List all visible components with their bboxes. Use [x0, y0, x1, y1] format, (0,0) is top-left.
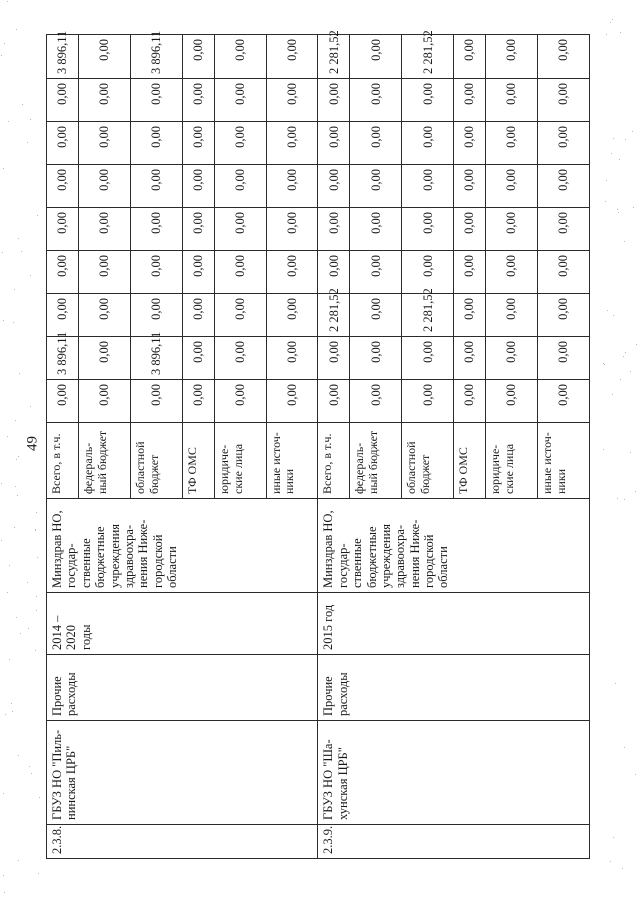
scan-speck: [20, 633, 21, 634]
amount-cell: 0,00: [266, 380, 318, 423]
amount-cell: 0,00: [47, 251, 79, 294]
scan-speck: [35, 650, 36, 651]
amount-cell: 0,00: [79, 165, 131, 208]
amount-cell: 0,00: [454, 35, 486, 79]
funding-source-cell: ТФ ОМС: [182, 423, 214, 499]
amount-cell: 0,00: [130, 79, 182, 122]
scan-speck: [622, 868, 623, 869]
amount-cell: 0,00: [130, 251, 182, 294]
row-number-cell: 2.3.8.: [47, 825, 318, 859]
amount-cell: 0,00: [538, 380, 590, 423]
amount-cell: 0,00: [130, 122, 182, 165]
scan-speck: [16, 617, 17, 618]
amount-cell: 0,00: [318, 165, 350, 208]
scan-speck: [31, 773, 32, 774]
amount-cell: 0,00: [402, 79, 454, 122]
funding-source-cell: областной бюджет: [402, 423, 454, 499]
amount-cell: 0,00: [486, 165, 538, 208]
scan-speck: [625, 139, 626, 140]
amount-cell: 0,00: [350, 122, 402, 165]
scan-speck: [623, 356, 624, 357]
amount-cell: 2 281,52: [318, 35, 350, 79]
expense-type-cell: Прочие расходы: [47, 655, 318, 721]
scan-speck: [15, 486, 16, 487]
scan-speck: [1, 540, 2, 541]
amount-cell: 0,00: [182, 35, 214, 79]
amount-cell: 0,00: [454, 380, 486, 423]
scan-speck: [630, 371, 631, 372]
scan-speck: [37, 557, 38, 558]
amount-cell: 2 281,52: [318, 294, 350, 337]
funding-source-cell: иные источ-ники: [538, 423, 590, 499]
scan-speck: [14, 527, 15, 528]
amount-cell: 0,00: [318, 251, 350, 294]
scan-speck: [30, 275, 31, 276]
period-cell: 2015 год: [318, 593, 590, 655]
amount-cell: 0,00: [402, 165, 454, 208]
scan-speck: [613, 138, 614, 139]
executor-cell: Минздрав НО, государ-ственные бюджетные учреждения здравоохра-нения Ниже-городской области: [318, 499, 590, 593]
page-number: 49: [24, 436, 41, 451]
scan-speck: [620, 32, 621, 33]
scan-speck: [29, 766, 30, 767]
amount-cell: 0,00: [182, 294, 214, 337]
amount-cell: 0,00: [454, 122, 486, 165]
amount-cell: 2 281,52: [402, 35, 454, 79]
scan-speck: [17, 495, 18, 496]
expense-type-cell: Прочие расходы: [318, 655, 590, 721]
amount-cell: 0,00: [486, 79, 538, 122]
table-row: [318, 35, 350, 859]
scan-speck: [19, 373, 20, 374]
amount-cell: 0,00: [350, 79, 402, 122]
amount-cell: 0,00: [350, 251, 402, 294]
amount-cell: 0,00: [318, 380, 350, 423]
scan-speck: [606, 180, 607, 181]
amount-cell: 0,00: [266, 165, 318, 208]
amount-cell: 3 896,11: [130, 35, 182, 79]
amount-cell: 0,00: [266, 337, 318, 380]
scan-speck: [605, 201, 606, 202]
scan-speck: [612, 394, 613, 395]
scan-speck: [7, 592, 8, 593]
scan-speck: [12, 711, 13, 712]
scan-speck: [613, 315, 614, 316]
amount-cell: 0,00: [214, 35, 266, 79]
amount-cell: 0,00: [182, 165, 214, 208]
amount-cell: 0,00: [538, 122, 590, 165]
scan-speck: [18, 238, 19, 239]
amount-cell: 0,00: [214, 79, 266, 122]
scan-speck: [3, 320, 4, 321]
scan-speck: [7, 1, 8, 2]
amount-cell: 0,00: [47, 165, 79, 208]
scan-speck: [11, 703, 12, 704]
amount-cell: 0,00: [182, 79, 214, 122]
amount-cell: 0,00: [130, 380, 182, 423]
scan-speck: [617, 209, 618, 210]
rotated-table-wrapper: [46, 30, 590, 859]
scan-speck: [613, 837, 614, 838]
scan-speck: [36, 596, 37, 597]
amount-cell: 0,00: [454, 79, 486, 122]
scan-speck: [3, 793, 4, 794]
scan-speck: [607, 310, 608, 311]
amount-cell: 0,00: [130, 165, 182, 208]
amount-cell: 0,00: [79, 208, 131, 251]
amount-cell: 3 896,11: [47, 337, 79, 380]
scan-speck: [38, 873, 39, 874]
scan-speck: [18, 456, 19, 457]
executor-cell: Минздрав НО, государ-ственные бюджетные учреждения здравоохра-нения Ниже-городской области: [47, 499, 318, 593]
amount-cell: 0,00: [47, 380, 79, 423]
row-number-cell: 2.3.9.: [318, 825, 590, 859]
amount-cell: 0,00: [79, 337, 131, 380]
amount-cell: 0,00: [47, 208, 79, 251]
scan-speck: [619, 159, 620, 160]
scan-speck: [620, 379, 621, 380]
scan-speck: [2, 252, 3, 253]
scan-speck: [624, 747, 625, 748]
financing-table: [46, 30, 590, 859]
amount-cell: 0,00: [214, 294, 266, 337]
organization-cell: ГБУЗ НО "Пиль-нинская ЦРБ": [47, 721, 318, 825]
scan-speck: [617, 498, 618, 499]
amount-cell: 0,00: [486, 251, 538, 294]
scan-speck: [1, 483, 2, 484]
scan-speck: [4, 892, 5, 893]
amount-cell: 0,00: [350, 294, 402, 337]
funding-source-cell: иные источ-ники: [266, 423, 318, 499]
funding-source-cell: федераль-ный бюджет: [79, 423, 131, 499]
scan-speck: [9, 565, 10, 566]
amount-cell: 0,00: [486, 122, 538, 165]
amount-cell: 0,00: [538, 208, 590, 251]
amount-cell: 0,00: [402, 208, 454, 251]
scan-speck: [35, 530, 36, 531]
funding-source-cell: Всего, в т.ч.: [47, 423, 79, 499]
amount-cell: 0,00: [402, 122, 454, 165]
amount-cell: 0,00: [318, 208, 350, 251]
scan-speck: [16, 29, 17, 30]
amount-cell: 0,00: [47, 294, 79, 337]
scan-speck: [635, 774, 636, 775]
scan-speck: [3, 875, 4, 876]
amount-cell: 0,00: [486, 35, 538, 79]
amount-cell: 0,00: [486, 208, 538, 251]
scan-speck: [14, 289, 15, 290]
amount-cell: 0,00: [538, 294, 590, 337]
amount-cell: 0,00: [454, 251, 486, 294]
amount-cell: 0,00: [486, 380, 538, 423]
scan-speck: [1, 55, 2, 56]
funding-source-cell: юридиче-ские лица: [486, 423, 538, 499]
amount-cell: 0,00: [214, 251, 266, 294]
amount-cell: 0,00: [486, 294, 538, 337]
amount-cell: 0,00: [538, 251, 590, 294]
amount-cell: 0,00: [402, 380, 454, 423]
scan-speck: [612, 19, 613, 20]
amount-cell: 0,00: [486, 337, 538, 380]
amount-cell: 0,00: [538, 79, 590, 122]
scan-speck: [36, 610, 37, 611]
amount-cell: 0,00: [538, 35, 590, 79]
scan-speck: [9, 659, 10, 660]
amount-cell: 0,00: [318, 337, 350, 380]
amount-cell: 0,00: [266, 35, 318, 79]
scan-speck: [36, 512, 37, 513]
scan-speck: [22, 104, 23, 105]
amount-cell: 0,00: [454, 337, 486, 380]
scan-speck: [624, 499, 625, 500]
period-cell: 2014 – 2020 годы: [47, 593, 318, 655]
amount-cell: 0,00: [214, 208, 266, 251]
scan-speck: [603, 449, 604, 450]
amount-cell: 0,00: [350, 165, 402, 208]
amount-cell: 0,00: [454, 208, 486, 251]
scan-speck: [30, 119, 31, 120]
amount-cell: 0,00: [266, 208, 318, 251]
funding-source-cell: ТФ ОМС: [454, 423, 486, 499]
scan-speck: [3, 168, 4, 169]
funding-source-cell: Всего, в т.ч.: [318, 423, 350, 499]
amount-cell: 0,00: [79, 294, 131, 337]
amount-cell: 0,00: [79, 380, 131, 423]
amount-cell: 0,00: [538, 165, 590, 208]
amount-cell: 0,00: [130, 294, 182, 337]
amount-cell: 0,00: [350, 208, 402, 251]
scan-speck: [618, 212, 619, 213]
amount-cell: 0,00: [266, 251, 318, 294]
scan-speck: [624, 241, 625, 242]
amount-cell: 0,00: [182, 380, 214, 423]
scan-speck: [18, 860, 19, 861]
amount-cell: 0,00: [402, 337, 454, 380]
amount-cell: 0,00: [214, 122, 266, 165]
table-row: [47, 35, 79, 859]
amount-cell: 0,00: [182, 122, 214, 165]
amount-cell: 0,00: [350, 380, 402, 423]
scan-speck: [8, 121, 9, 122]
amount-cell: 0,00: [79, 251, 131, 294]
scan-speck: [610, 22, 611, 23]
amount-cell: 0,00: [350, 35, 402, 79]
organization-cell: ГБУЗ НО "Ша-хунская ЦРБ": [318, 721, 590, 825]
scan-speck: [39, 797, 40, 798]
scan-speck: [35, 529, 36, 530]
amount-cell: 0,00: [214, 337, 266, 380]
scan-speck: [28, 628, 29, 629]
amount-cell: 0,00: [79, 122, 131, 165]
amount-cell: 0,00: [214, 165, 266, 208]
amount-cell: 0,00: [182, 337, 214, 380]
scan-speck: [615, 683, 616, 684]
funding-source-cell: юридиче-ские лица: [214, 423, 266, 499]
scan-speck: [27, 582, 28, 583]
scan-speck: [636, 344, 637, 345]
scan-speck: [27, 142, 28, 143]
funding-source-cell: областной бюджет: [130, 423, 182, 499]
scan-speck: [632, 131, 633, 132]
amount-cell: 0,00: [454, 294, 486, 337]
scan-speck: [604, 364, 605, 365]
amount-cell: 0,00: [318, 79, 350, 122]
amount-cell: 0,00: [266, 294, 318, 337]
scan-speck: [5, 714, 6, 715]
table-body: [47, 30, 590, 859]
scan-speck: [611, 153, 612, 154]
scan-speck: [630, 452, 631, 453]
amount-cell: 0,00: [79, 79, 131, 122]
amount-cell: 0,00: [318, 122, 350, 165]
amount-cell: 0,00: [266, 122, 318, 165]
amount-cell: 0,00: [47, 79, 79, 122]
scan-speck: [21, 251, 22, 252]
scan-speck: [610, 861, 611, 862]
scan-speck: [633, 207, 634, 208]
scan-speck: [15, 420, 16, 421]
funding-source-cell: федераль-ный бюджет: [350, 423, 402, 499]
scan-speck: [16, 459, 17, 460]
scan-speck: [13, 322, 14, 323]
amount-cell: 0,00: [182, 251, 214, 294]
scan-speck: [635, 491, 636, 492]
scan-speck: [37, 215, 38, 216]
scan-speck: [30, 406, 31, 407]
amount-cell: 2 281,52: [402, 294, 454, 337]
amount-cell: 0,00: [266, 79, 318, 122]
scan-speck: [625, 352, 626, 353]
amount-cell: 0,00: [130, 208, 182, 251]
amount-cell: 3 896,11: [130, 337, 182, 380]
amount-cell: 0,00: [454, 165, 486, 208]
amount-cell: 0,00: [538, 337, 590, 380]
amount-cell: 0,00: [214, 380, 266, 423]
amount-cell: 0,00: [350, 337, 402, 380]
scan-speck: [606, 34, 607, 35]
scan-speck: [18, 755, 19, 756]
amount-cell: 0,00: [79, 35, 131, 79]
scan-speck: [7, 436, 8, 437]
amount-cell: 0,00: [402, 251, 454, 294]
amount-cell: 0,00: [47, 122, 79, 165]
amount-cell: 3 896,11: [47, 35, 79, 79]
scan-speck: [4, 43, 5, 44]
amount-cell: 0,00: [182, 208, 214, 251]
